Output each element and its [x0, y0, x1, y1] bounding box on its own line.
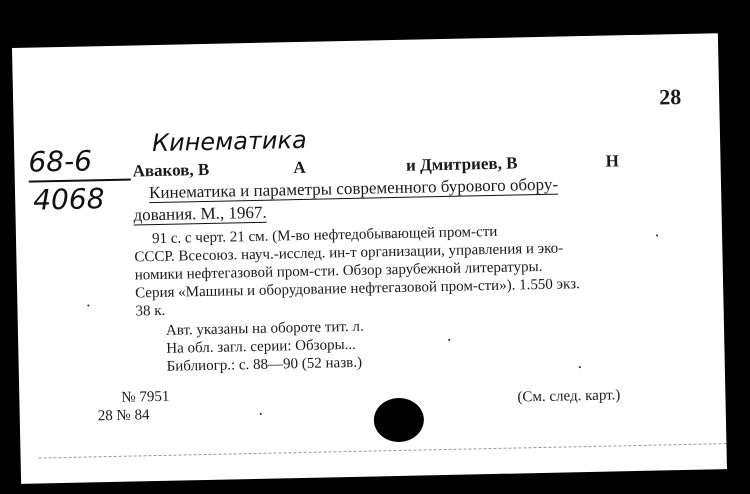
handwritten-title: Кинематика	[151, 125, 307, 158]
author2: и Дмитриев, В	[405, 153, 518, 175]
title-text-2: дования. М., 1967.	[133, 202, 267, 225]
speck	[448, 339, 450, 341]
speck	[579, 366, 581, 368]
description-line-3: номики нефтегазовой пром-сти. Обзор зарубежной литературы.	[134, 258, 543, 284]
author2-initial: Н	[605, 151, 620, 171]
title-line-2	[133, 203, 267, 225]
description-line-2: СССР. Всесоюз. науч.-исслед. ин-т организации, управления и эко-	[134, 240, 564, 266]
catalog-card	[12, 33, 727, 484]
record-number: № 7951	[121, 388, 170, 406]
speck	[656, 235, 658, 237]
bottom-rule	[39, 443, 727, 458]
card-number: 28 № 84	[97, 407, 150, 425]
speck	[260, 413, 262, 415]
note-authors: Авт. указаны на обороте тит. л.	[165, 318, 364, 339]
page-number: 28	[658, 83, 682, 110]
description-line-4: Серия «Машины и оборудование нефтегазовой пром-сти»). 1.550 экз.	[135, 276, 580, 302]
call-number-top: 68-6	[28, 144, 93, 179]
title-text-1: Кинематика и параметры современного бурового обору-	[148, 174, 559, 203]
punch-hole	[373, 397, 424, 442]
description-line-5: 38 к.	[135, 302, 166, 320]
note-bibliography: Библиогр.: с. 88—90 (52 назв.)	[166, 354, 363, 375]
call-number-bottom: 4068	[32, 182, 105, 217]
note-series-title: На обл. загл. серии: Обзоры...	[166, 336, 357, 357]
author1-initial: А	[293, 157, 306, 178]
continuation-note: (См. след. карт.)	[517, 387, 621, 406]
author1: Аваков, В	[132, 159, 210, 181]
speck	[87, 304, 89, 306]
description-line-1: 91 с. с черт. 21 см. (М-во нефтедобывающей пром-сти	[151, 223, 498, 248]
